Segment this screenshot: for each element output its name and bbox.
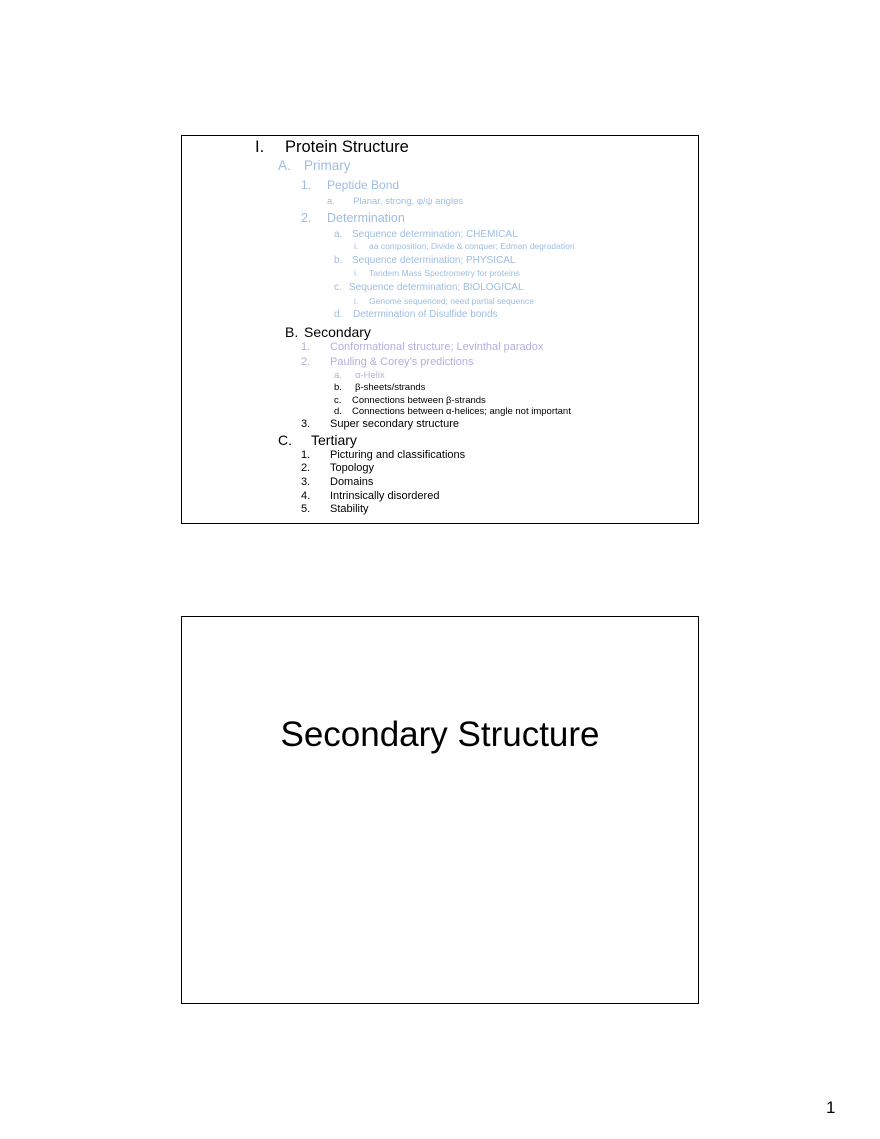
outline-text: Connections between β-strands [352,395,486,406]
outline-text: Domains [330,476,374,488]
outline-marker: C. [278,432,292,448]
outline-marker: 2. [301,211,312,225]
outline-text: Peptide Bond [327,178,400,192]
outline-text: Picturing and classifications [330,449,466,461]
outline-marker: 1. [301,178,312,192]
outline-text: aa composition; Divide & conquer; Edman degradation [369,241,575,251]
outline-marker: i. [354,241,359,251]
outline-text: Tandem Mass Spectrometry for proteins [369,268,520,278]
outline-marker: 3. [301,418,311,430]
outline-text: Sequence determination; PHYSICAL [352,255,516,266]
outline-text: Sequence determination; BIOLOGICAL [349,282,524,293]
outline-marker: 1. [301,341,311,353]
outline-slide [181,135,699,524]
outline-text: α-Helix [355,370,385,381]
outline-marker: B. [285,324,299,340]
outline-marker: i. [354,296,359,306]
outline-marker: b. [334,382,342,393]
outline-marker: c. [334,395,342,406]
outline-marker: 2. [301,356,311,368]
outline-text: Super secondary structure [330,418,460,430]
outline-marker: b. [334,255,343,266]
outline-text: Topology [330,462,375,474]
outline-text: Protein Structure [285,138,409,156]
outline-marker: 5. [301,503,311,515]
outline-marker: I. [255,138,265,156]
outline-text: Planar, strong, φ/ψ angles [353,196,464,207]
outline-marker: 4. [301,490,311,502]
slide-title: Secondary Structure [280,715,600,754]
outline-text: Pauling & Corey’s predictions [330,356,474,368]
outline-marker: a. [327,196,335,207]
title-slide [181,616,699,1004]
outline-marker: i. [354,268,359,278]
outline-marker: a. [334,370,342,381]
outline-marker: A. [278,158,291,173]
outline-text: Sequence determination; CHEMICAL [352,229,518,240]
outline-marker: d. [334,309,343,320]
outline-text: Connections between α-helices; angle not important [352,406,571,417]
outline-marker: 2. [301,462,311,474]
outline-text: Genome sequenced; need partial sequence [369,296,534,306]
outline-text: Intrinsically disordered [330,490,440,502]
outline-text: Conformational structure; Levinthal paradox [330,341,544,353]
outline-text: β-sheets/strands [355,382,426,393]
outline-text: Stability [330,503,369,515]
outline-text: Primary [304,158,351,173]
outline-marker: c. [334,282,342,293]
outline-marker: 1. [301,449,311,461]
page-number: 1 [826,1098,836,1117]
outline-marker: d. [334,406,342,417]
outline-marker: 3. [301,476,311,488]
outline-text: Tertiary [311,432,357,448]
outline-text: Determination of Disulfide bonds [353,309,498,320]
outline-text: Determination [327,211,405,225]
outline-text: Secondary [304,324,371,340]
outline-marker: a. [334,229,343,240]
